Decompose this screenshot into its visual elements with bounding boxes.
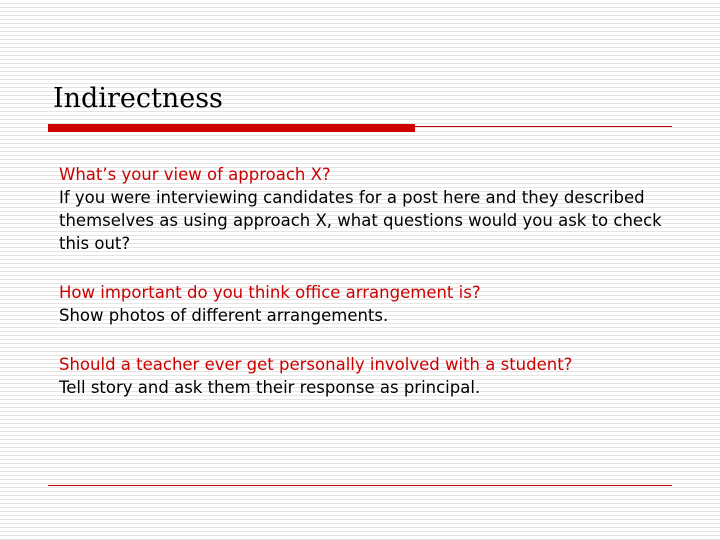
bottom-divider — [48, 485, 672, 486]
question-text: What’s your view of approach X? — [59, 165, 331, 184]
answer-text: Show photos of different arrangements. — [59, 306, 389, 325]
answer-text: Tell story and ask them their response as principal. — [59, 378, 481, 397]
question-text: How important do you think office arrangement is? — [59, 283, 481, 302]
slide-title: Indirectness — [53, 83, 223, 114]
answer-text: If you were interviewing candidates for a post here and they described themselves as using approach X, what questions would you ask to check this out? — [59, 188, 662, 253]
question-block-approach — [59, 163, 679, 255]
slide-body — [59, 163, 679, 399]
question-block-office — [59, 281, 679, 327]
question-text: Should a teacher ever get personally involved with a student? — [59, 355, 573, 374]
title-underline-thin — [415, 126, 672, 127]
question-block-teacher — [59, 353, 679, 399]
title-underline-thick — [48, 124, 415, 132]
